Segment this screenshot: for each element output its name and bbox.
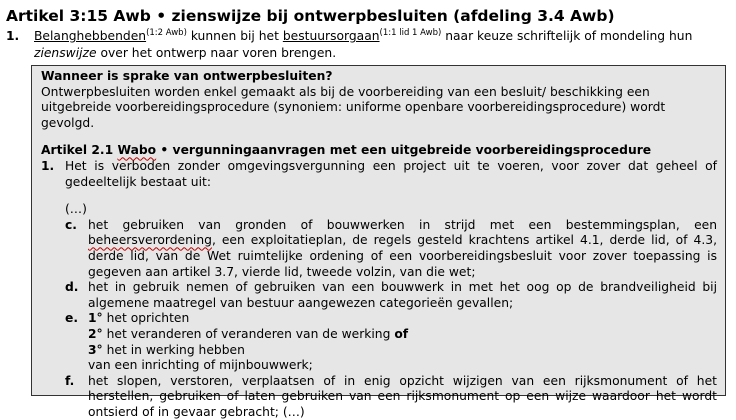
item-text: het in gebruik nemen of gebruiken van een bouwwerk in met het oog op de brandveiligheid bij algemene maatregel van bestuur aangewezen categorieën gevallen; — [88, 280, 717, 310]
spacer — [65, 190, 717, 202]
item-text: het slopen, verstoren, verplaatsen of in enig opzicht wijzigen van een rijksmonument of het herstellen, gebruiken of laten gebruiken van een rijksmonument op een wijze waardoor het wordt ontsierd of in gevaar gebracht; (…) — [88, 373, 717, 419]
spacer — [41, 131, 717, 143]
list-item — [65, 218, 717, 280]
ellipsis: (…) — [65, 202, 87, 217]
sub-line: van een inrichting of mijnbouwwerk; — [88, 358, 313, 373]
list-item — [65, 311, 717, 373]
item-text — [88, 218, 717, 280]
heading-segment: • vergunningaanvragen met een uitgebreide voorbereidingsprocedure — [156, 143, 652, 158]
sub-line — [88, 311, 717, 327]
box-article-heading — [41, 143, 717, 159]
text-segment: naar keuze schriftelijk of mondeling hun — [441, 29, 693, 43]
text-segment: het gebruiken van gronden of bouwwerken in strijd met een bestemmingsplan, een — [88, 217, 717, 232]
item-text: Het is verboden zonder omgevingsvergunning een project uit te voeren, voor zover dat geheel of gedeeltelijk bestaat uit: — [65, 158, 717, 189]
item-label: e. — [65, 311, 79, 326]
paragraph-text — [34, 28, 724, 62]
page-title: Artikel 3:15 Awb • zienswijze bij ontwerpbesluiten (afdeling 3.4 Awb) — [6, 7, 615, 25]
reference-superscript: (1:2 Awb) — [146, 27, 187, 38]
text-segment: kunnen bij het — [186, 29, 283, 43]
text-segment: , een exploitatieplan, de regels gesteld krachtens artikel 4.1, derde lid, of 4.3, derde lid, van de Wet ruimtelijke ordening of een voorbereidingsbesluit voor zover toepassing is gegeven aan artikel 3.7, vierde lid, tweede volzin, van die wet; — [88, 233, 717, 279]
term-zienswijze: zienswijze — [34, 46, 97, 60]
box-question: Wanneer is sprake van ontwerpbesluiten? — [41, 69, 333, 83]
text-segment: over het ontwerp naar voren brengen. — [96, 46, 337, 60]
item-label: c. — [65, 217, 77, 232]
item-label: f. — [65, 373, 75, 388]
item-number: 1. — [41, 158, 55, 173]
box-answer: Ontwerpbesluiten worden enkel gemaakt als bij de voorbereiding van een besluit/ beschikking een uitgebreide voorbereidingsprocedure (synoniem: uniforme openbare voorbereidingsprocedure) wordt gevolgd. — [41, 84, 666, 130]
sub-label: 2° — [88, 326, 103, 341]
sub-label: 1° — [88, 311, 103, 326]
heading-wabo: Wabo — [117, 143, 157, 158]
sub-text: het oprichten — [102, 311, 190, 326]
info-box — [31, 65, 726, 419]
sub-line — [88, 343, 717, 359]
sub-label: 3° — [88, 342, 103, 357]
sub-text: het in werking hebben — [102, 342, 245, 357]
term-belanghebbenden: Belanghebbenden — [34, 29, 147, 43]
heading-segment: Artikel 2.1 — [41, 143, 118, 158]
term-bestuursorgaan: bestuursorgaan — [282, 29, 380, 43]
sub-line — [88, 327, 717, 343]
sub-text-bold: of — [394, 326, 409, 341]
reference-superscript: (1:1 lid 1 Awb) — [379, 27, 442, 38]
paragraph-number: 1. — [6, 29, 20, 43]
sub-text: het veranderen of veranderen van de werking — [102, 326, 395, 341]
term-beheersverordening: beheersverordening — [88, 233, 212, 248]
list-item — [65, 280, 717, 311]
item-label: d. — [65, 280, 79, 295]
list-item — [41, 159, 717, 420]
article-paragraph — [6, 28, 724, 62]
list-item — [65, 374, 717, 420]
